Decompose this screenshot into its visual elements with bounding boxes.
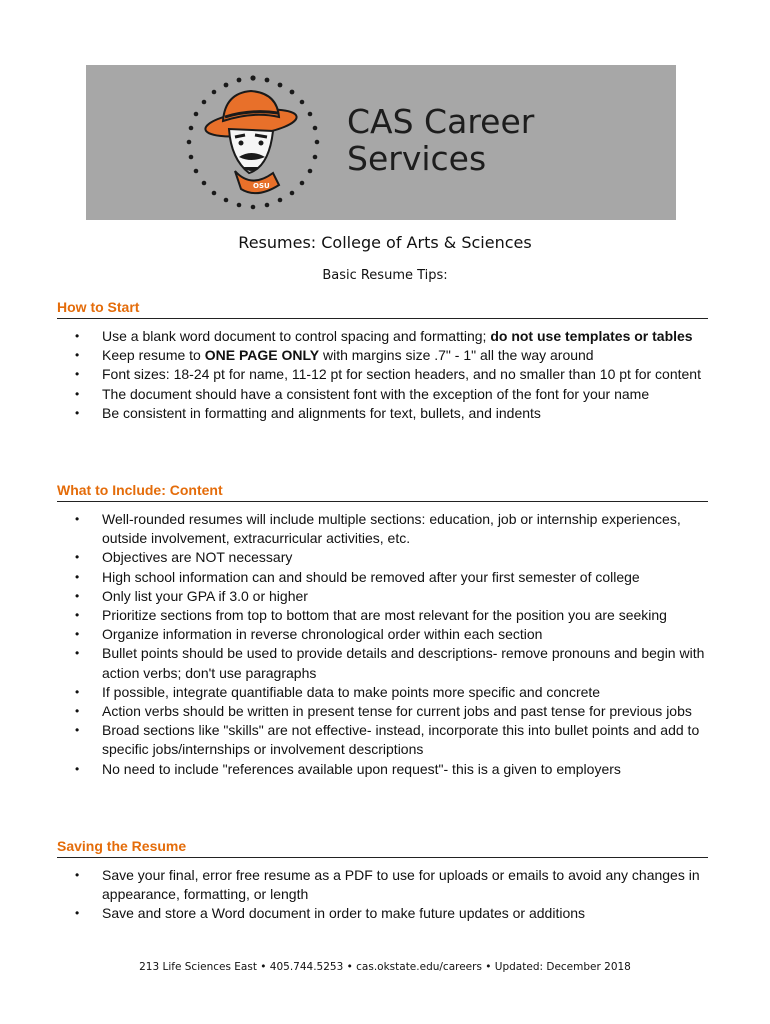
page-title: Resumes: College of Arts & Sciences — [238, 233, 532, 252]
list-item — [57, 644, 708, 682]
brand-line-2: Services — [347, 139, 487, 178]
brand-line-1: CAS Career — [347, 102, 535, 141]
list-item-text: Well-rounded resumes will include multiple sections: education, job or internship experiences, outside involvement, extracurricular activities, etc. — [102, 511, 681, 547]
bullet-list — [57, 327, 708, 423]
brand-name — [347, 103, 534, 177]
list-item-text: Prioritize sections from top to bottom that are most relevant for the position you are seeking — [102, 607, 667, 624]
list-item-text: No need to include "references available upon request"- this is a given to employers — [102, 760, 621, 777]
list-item-text: The document should have a consistent font with the exception of the font for your name — [102, 385, 650, 402]
list-item — [57, 702, 708, 721]
list-item — [57, 606, 708, 625]
list-item-emphasis: ONE PAGE ONLY — [204, 347, 320, 364]
list-item-text: Use a blank word document to control spacing and formatting; — [102, 328, 491, 344]
list-item-text: Font sizes: 18-24 pt for name, 11-12 pt for section headers, and no smaller than 10 pt for content — [102, 366, 701, 383]
list-item — [57, 385, 708, 404]
section-heading: What to Include: Content — [57, 481, 708, 502]
page-subtitle: Basic Resume Tips: — [322, 268, 448, 283]
list-item-text: If possible, integrate quantifiable data to make points more specific and concrete — [102, 683, 601, 700]
list-item-text: Bullet points should be used to provide details and descriptions- remove pronouns and begin with action verbs; don't use paragraphs — [102, 645, 705, 681]
cas-logo — [181, 71, 326, 216]
section-heading: Saving the Resume — [57, 837, 708, 858]
list-item — [57, 904, 708, 923]
list-item — [57, 548, 708, 567]
page-footer: 213 Life Sciences East • 405.744.5253 • cas.okstate.edu/careers • Updated: December 2018 — [139, 961, 631, 973]
list-item — [57, 683, 708, 702]
list-item — [57, 510, 708, 548]
section-what-to-include — [57, 481, 708, 779]
bullet-list — [57, 510, 708, 779]
list-item-text: Keep resume to — [102, 347, 205, 364]
list-item-text: Objectives are NOT necessary — [102, 549, 293, 566]
list-item-text: Organize information in reverse chronological order within each section — [102, 626, 543, 643]
section-heading: How to Start — [57, 298, 708, 319]
list-item — [57, 404, 708, 423]
list-item-text: Save and store a Word document in order to make future updates or additions — [102, 905, 586, 922]
list-item — [57, 760, 708, 779]
bullet-list — [57, 866, 708, 924]
list-item-text: Action verbs should be written in present tense for current jobs and past tense for previous jobs — [102, 703, 692, 720]
list-item — [57, 568, 708, 587]
section-saving-the-resume — [57, 837, 708, 924]
list-item-text-tail: with margins size .7" - 1" all the way around — [319, 347, 594, 364]
list-item — [57, 587, 708, 606]
list-item-text: Broad sections like "skills" are not effective- instead, incorporate this into bullet points and add to specific jobs/internships or involvement descriptions — [102, 722, 700, 758]
list-item — [57, 721, 708, 759]
logo-badge-text: OSU — [253, 182, 270, 190]
list-item-text: Be consistent in formatting and alignments for text, bullets, and indents — [102, 404, 541, 421]
list-item-text: High school information can and should be removed after your first semester of college — [102, 568, 640, 585]
list-item-text: Save your final, error free resume as a PDF to use for uploads or emails to avoid any changes in appearance, formatting, or length — [102, 867, 700, 903]
list-item — [57, 365, 708, 384]
list-item-emphasis: do not use templates or tables — [490, 328, 693, 344]
list-item — [57, 625, 708, 644]
pistol-pete-mascot-icon — [181, 71, 326, 216]
header-banner — [86, 65, 676, 220]
section-how-to-start — [57, 298, 708, 423]
list-item-text: Only list your GPA if 3.0 or higher — [102, 587, 308, 604]
list-item — [57, 866, 708, 904]
list-item — [57, 346, 708, 365]
list-item — [57, 327, 708, 346]
